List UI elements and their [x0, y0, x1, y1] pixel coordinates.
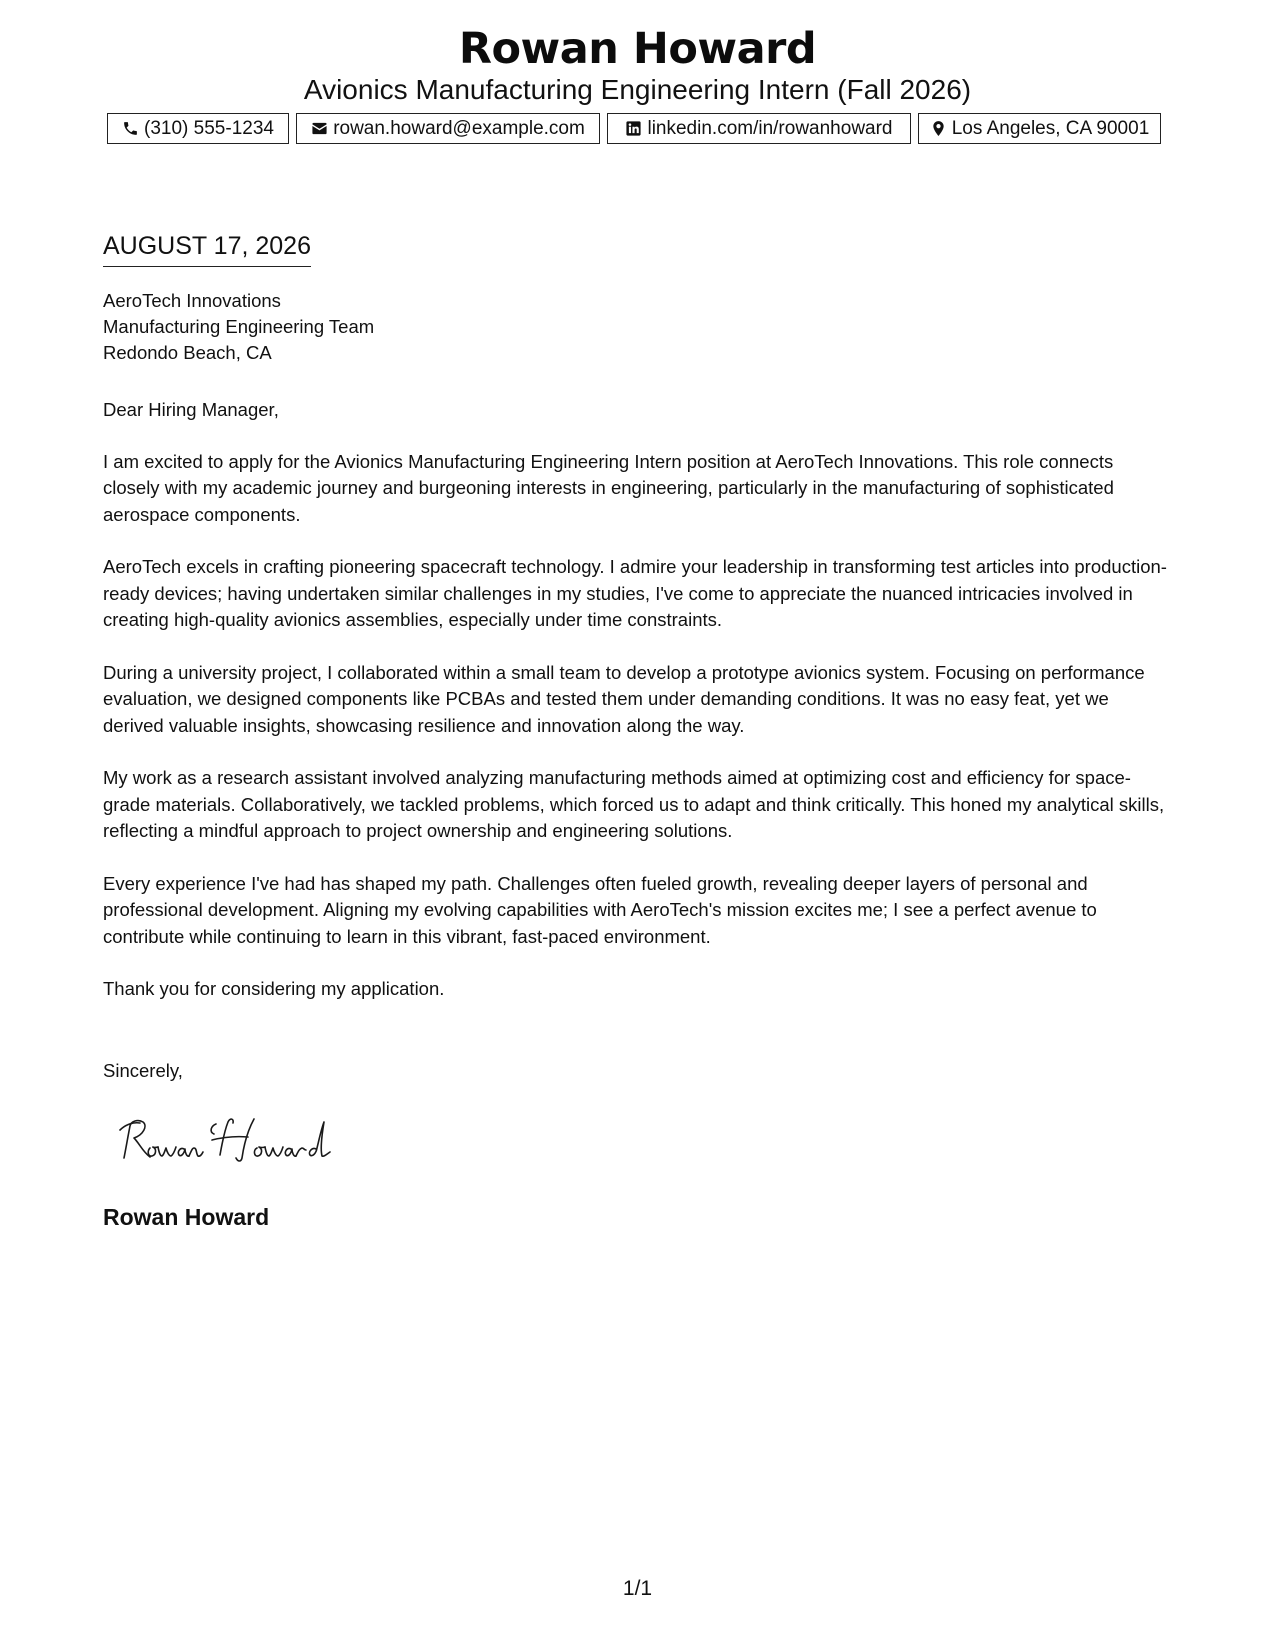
contact-email-text: rowan.howard@example.com — [333, 117, 585, 139]
contact-phone-text: (310) 555-1234 — [144, 117, 274, 139]
thank-you-paragraph: Thank you for considering my application. — [103, 978, 445, 999]
contact-linkedin-text: linkedin.com/in/rowanhoward — [647, 117, 893, 139]
signer-name: Rowan Howard — [103, 1204, 270, 1230]
contact-bar — [107, 113, 1161, 144]
letter-date: AUGUST 17, 2026 — [103, 230, 311, 267]
contact-email[interactable] — [296, 113, 600, 144]
contact-location[interactable] — [918, 113, 1161, 144]
body-paragraph: AeroTech excels in crafting pioneering spacecraft technology. I admire your leadership in transforming test articles into production-ready devices; having undertaken similar challenges in my studies, I've come to appreciate the nuanced intricacies involved in creating high-quality avionics assemblies, especially under time constraints. — [103, 556, 1167, 630]
contact-phone[interactable] — [107, 113, 289, 144]
body-paragraph: During a university project, I collaborated within a small team to develop a prototype avionics system. Focusing on performance evaluation, we designed components like PCBAs and tested them under demanding conditions. It was no easy feat, yet we derived valuable insights, showcasing resilience and innovation along the way. — [103, 661, 1145, 736]
linkedin-icon — [625, 120, 642, 137]
job-title: Avionics Manufacturing Engineering Intern (Fall 2026) — [303, 74, 972, 105]
phone-icon — [122, 120, 139, 137]
body-paragraph: Every experience I've had has shaped my path. Challenges often fueled growth, revealing deeper layers of personal and professional development. Aligning my evolving capabilities with AeroTech's mission excites me; I see a perfect avenue to contribute while continuing to learn in this vibrant, fast-paced environment. — [103, 872, 1097, 947]
map-pin-icon — [930, 120, 947, 137]
contact-linkedin[interactable] — [607, 113, 911, 144]
contact-location-text: Los Angeles, CA 90001 — [951, 117, 1150, 139]
body-paragraph: My work as a research assistant involved analyzing manufacturing methods aimed at optimizing cost and efficiency for space-grade materials. Collaboratively, we tackled problems, which forced us to adapt and think critically. This honed my analytical skills, reflecting a mindful approach to project ownership and engineering solutions. — [103, 767, 1165, 841]
recipient-location: Redondo Beach, CA — [103, 342, 272, 363]
letter-header — [0, 22, 1275, 107]
page-number: 1/1 — [622, 1577, 653, 1600]
handwritten-signature — [112, 1110, 352, 1170]
recipient-block — [103, 288, 374, 366]
envelope-icon — [311, 120, 328, 137]
applicant-name: Rowan Howard — [458, 24, 817, 74]
salutation: Dear Hiring Manager, — [103, 399, 279, 420]
letter-body — [103, 397, 1173, 1029]
closing: Sincerely, — [103, 1060, 183, 1081]
recipient-team: Manufacturing Engineering Team — [103, 316, 375, 337]
recipient-company: AeroTech Innovations — [103, 290, 281, 311]
body-paragraph: I am excited to apply for the Avionics Manufacturing Engineering Intern position at AeroTech Innovations. This role connects closely with my academic journey and burgeoning interests in engineering, particularly in the manufacturing of sophisticated aerospace components. — [103, 450, 1114, 525]
